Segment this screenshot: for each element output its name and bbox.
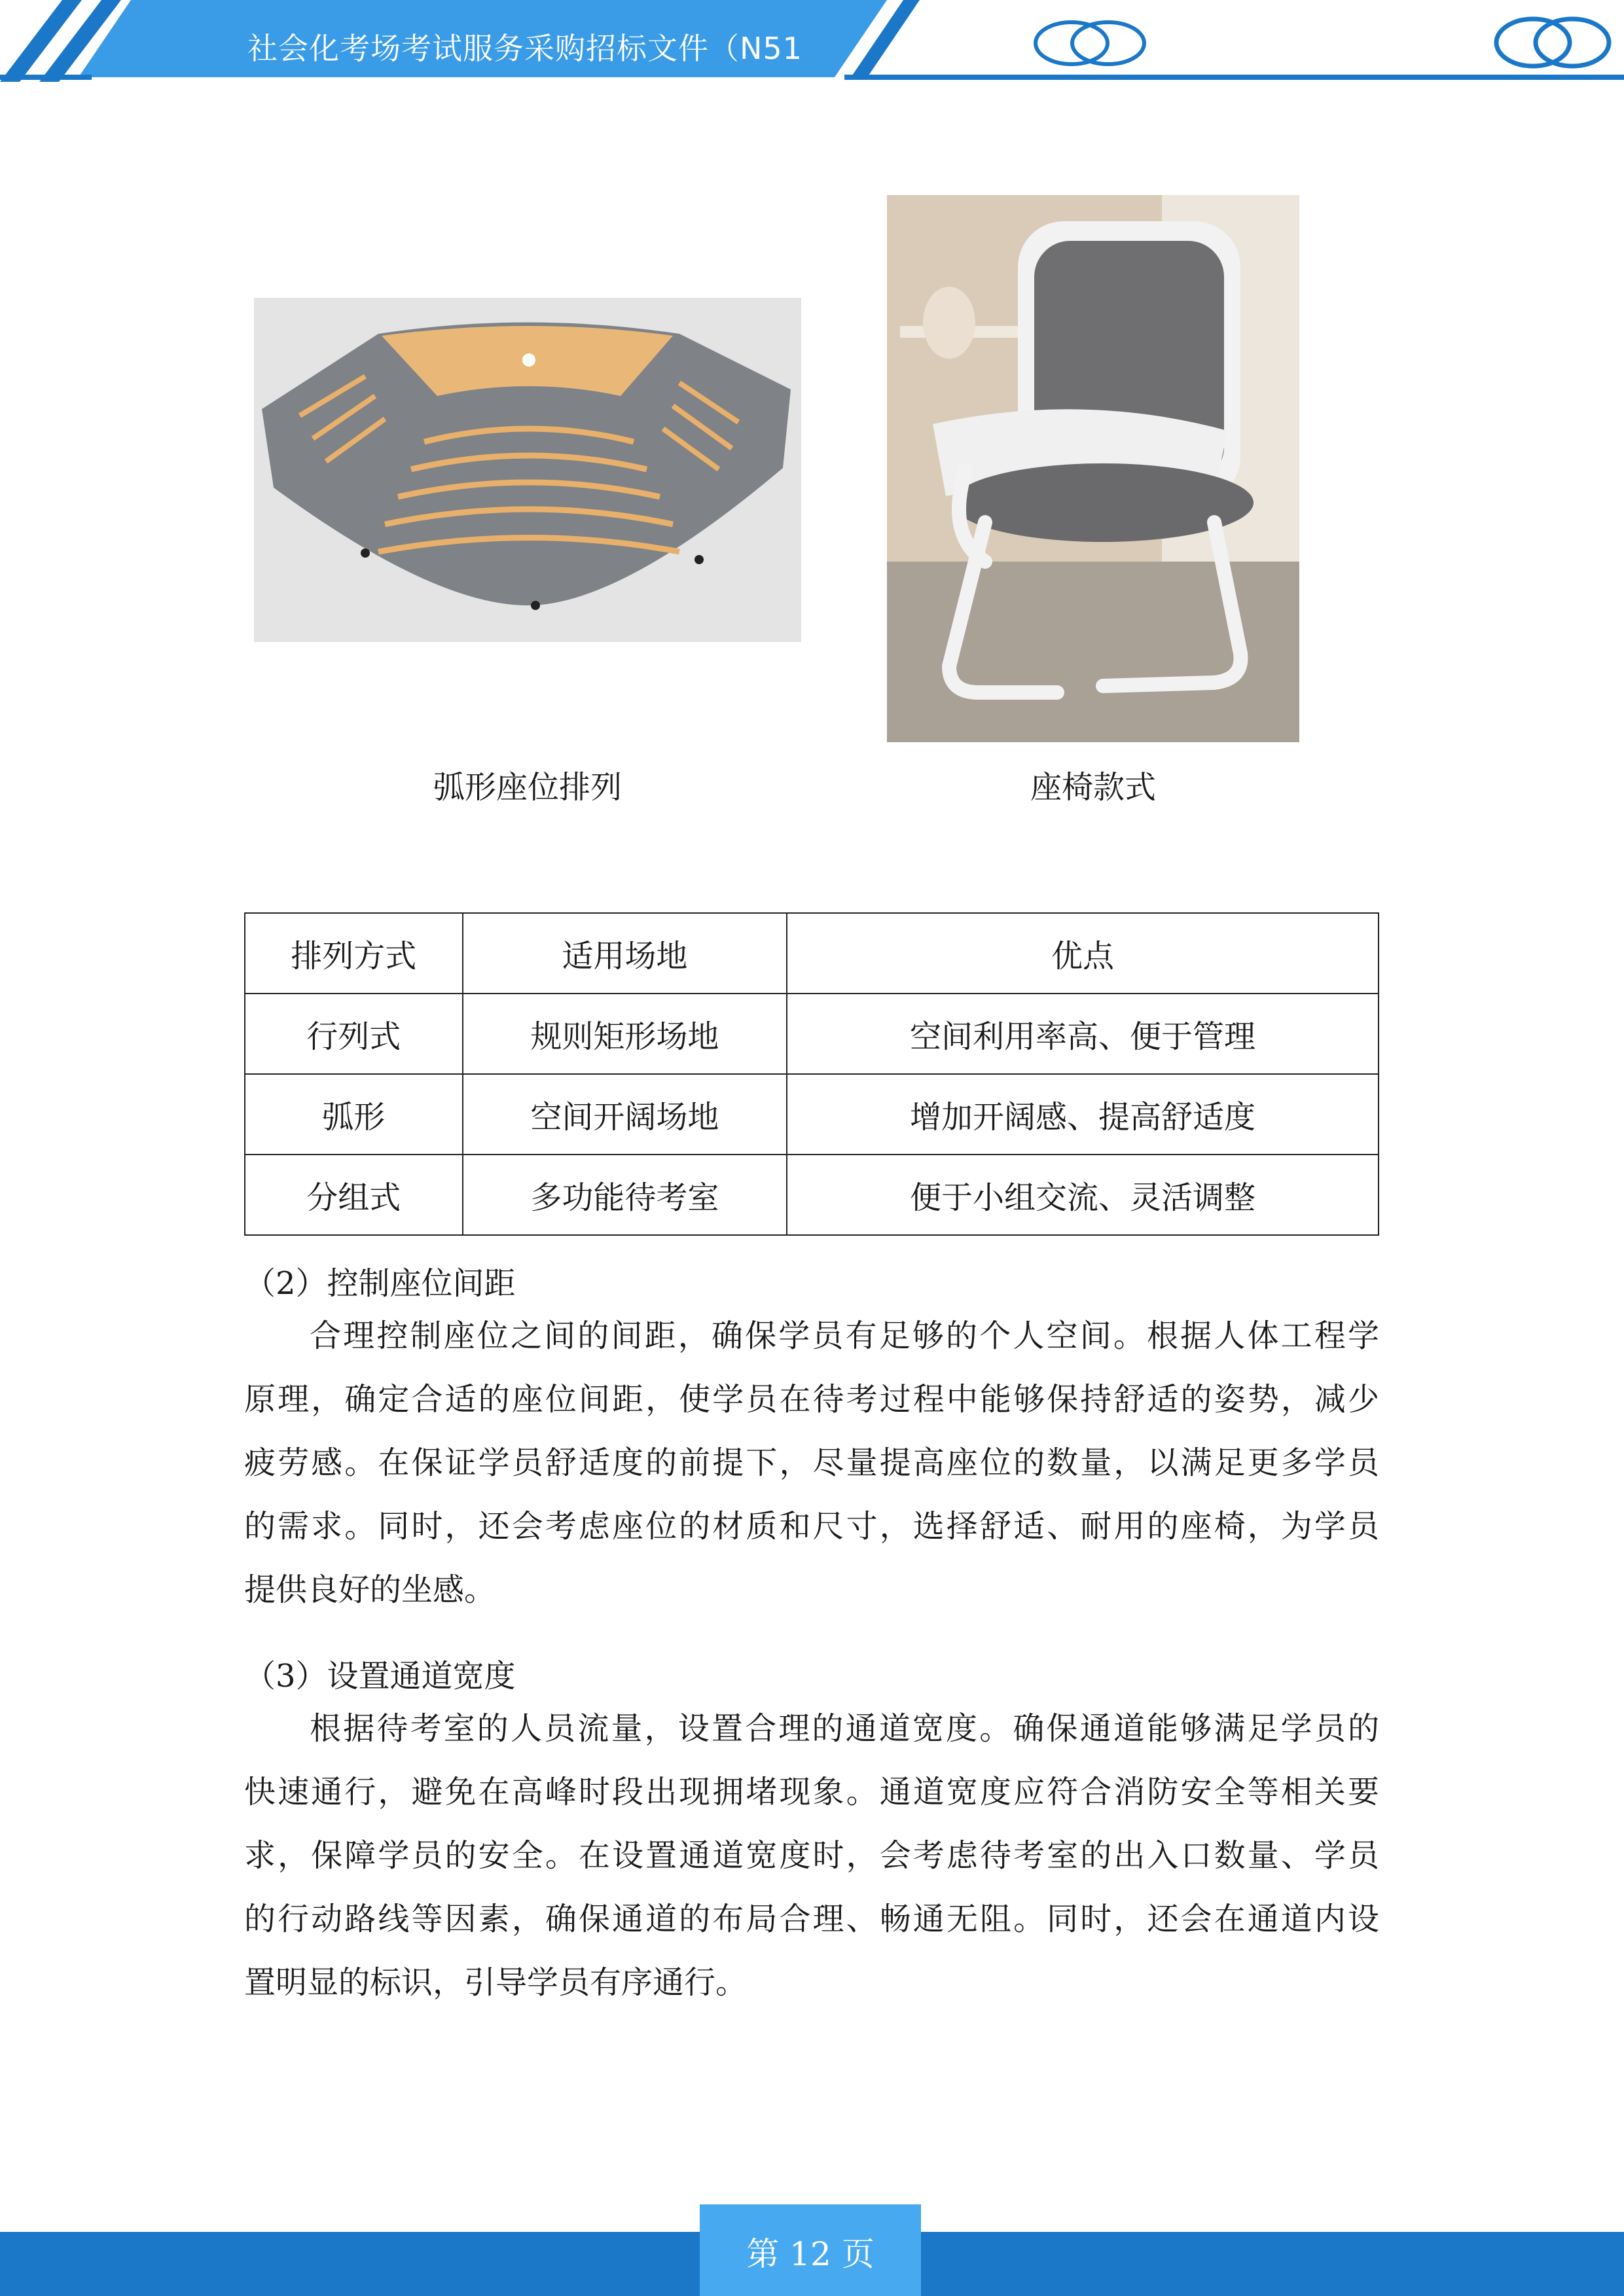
header-title: 社会化考场考试服务采购招标文件（N51 <box>247 31 803 66</box>
paragraph-line: 快速通行，避免在高峰时段出现拥堵现象。通道宽度应符合消防安全等相关要 <box>244 1774 1379 1810</box>
paragraph-line: 的行动路线等因素，确保通道的布局合理、畅通无阻。同时，还会在通道内设 <box>244 1901 1379 1937</box>
table-cell: 弧形 <box>245 1074 463 1155</box>
table-header-row <box>245 913 1379 994</box>
header-rings-logo-faded <box>1031 17 1155 69</box>
table-header-cell: 排列方式 <box>245 913 463 994</box>
chair-style-caption: 座椅款式 <box>1030 769 1156 806</box>
page-header <box>0 0 1624 85</box>
table-cell: 便于小组交流、灵活调整 <box>787 1155 1379 1235</box>
table-row <box>245 1074 1379 1155</box>
table-cell: 空间利用率高、便于管理 <box>787 994 1379 1074</box>
paragraph-line: 根据待考室的人员流量，设置合理的通道宽度。确保通道能够满足学员的 <box>310 1710 1379 1747</box>
table-cell: 分组式 <box>245 1155 463 1235</box>
section-heading: （2）控制座位间距 <box>244 1265 516 1302</box>
paragraph-line: 的需求。同时，还会考虑座位的材质和尺寸，选择舒适、耐用的座椅，为学员 <box>244 1508 1379 1545</box>
chair-style-image <box>887 195 1299 742</box>
table-header-cell: 适用场地 <box>463 913 787 994</box>
paragraph-line: 提供良好的坐感。 <box>244 1571 496 1608</box>
paragraph-line: 原理，确定合适的座位间距，使学员在待考过程中能够保持舒适的姿势，减少 <box>244 1381 1379 1418</box>
table-header-cell: 优点 <box>787 913 1379 994</box>
paragraph-line: 置明显的标识，引导学员有序通行。 <box>244 1964 748 2001</box>
paragraph-line: 求，保障学员的安全。在设置通道宽度时，会考虑待考室的出入口数量、学员 <box>244 1837 1379 1874</box>
table-row <box>245 1155 1379 1235</box>
section-paragraph <box>244 1304 1379 1622</box>
arc-seating-image <box>254 298 801 642</box>
table-cell: 行列式 <box>245 994 463 1074</box>
paragraph-line: 疲劳感。在保证学员舒适度的前提下，尽量提高座位的数量，以满足更多学员 <box>244 1444 1379 1481</box>
table-cell: 空间开阔场地 <box>463 1074 787 1155</box>
section-paragraph <box>244 1697 1379 2015</box>
table-cell: 规则矩形场地 <box>463 994 787 1074</box>
page-number: 第 12 页 <box>746 2235 875 2273</box>
table-cell: 多功能待考室 <box>463 1155 787 1235</box>
arc-seating-caption: 弧形座位排列 <box>433 769 622 806</box>
paragraph-line: 合理控制座位之间的间距，确保学员有足够的个人空间。根据人体工程学 <box>310 1318 1379 1354</box>
header-banner-graphic <box>0 0 1624 85</box>
section-heading: （3）设置通道宽度 <box>244 1658 516 1695</box>
seating-arrangement-table <box>244 912 1379 1236</box>
header-rings-logo <box>1492 14 1617 71</box>
table-row <box>245 994 1379 1074</box>
table-cell: 增加开阔感、提高舒适度 <box>787 1074 1379 1155</box>
